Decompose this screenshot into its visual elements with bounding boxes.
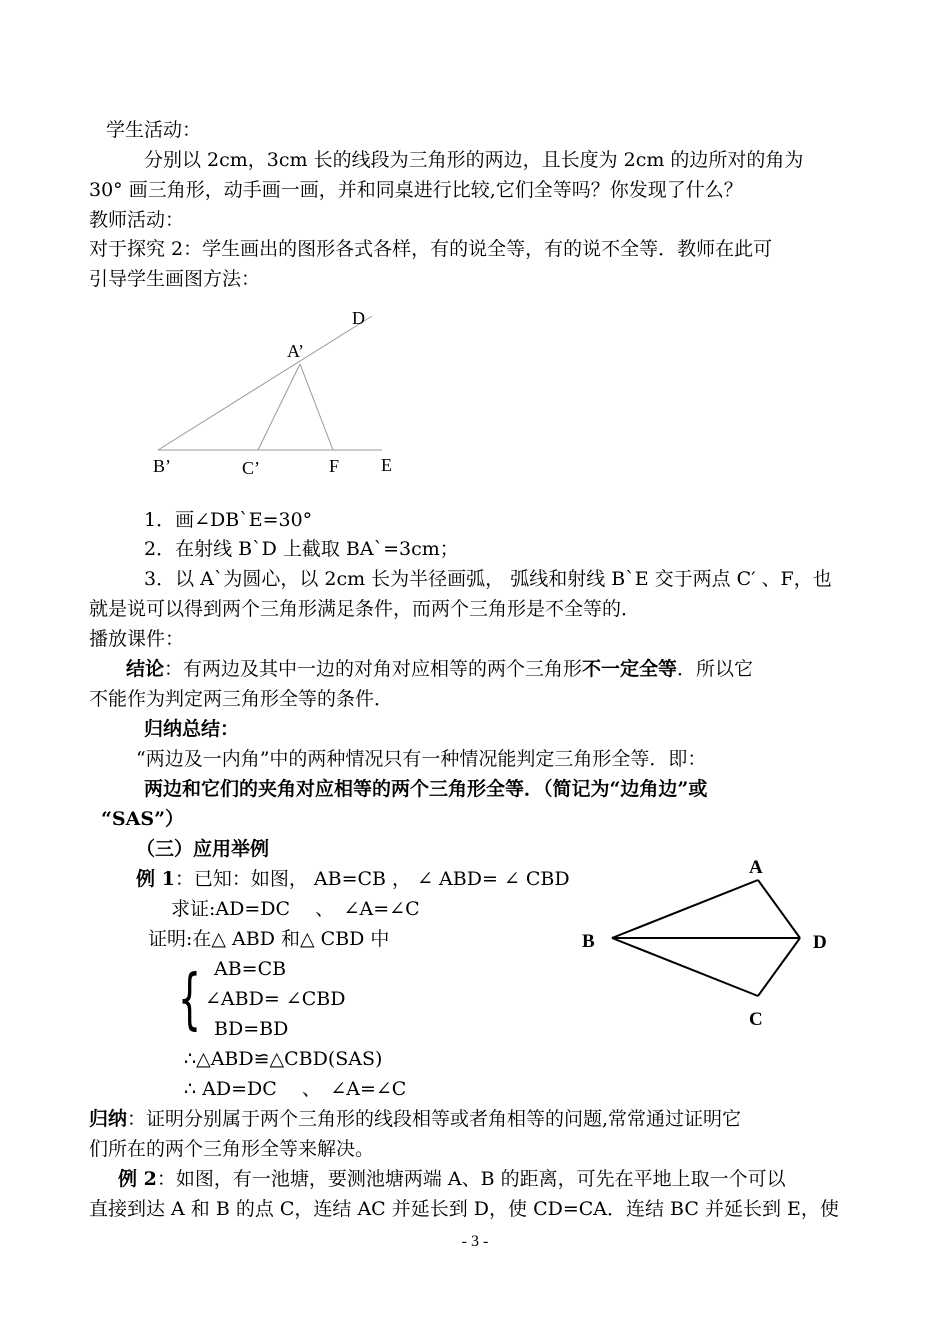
teacher-activity-line2: 引导学生画图方法： — [89, 268, 261, 290]
condition-3: BD=BD — [214, 1018, 289, 1040]
segment-ac — [258, 364, 300, 450]
conclusion-line2: 不能作为判定两三角形全等的条件． — [89, 688, 394, 710]
example1-proof-intro: 证明:在△ ABD 和△ CBD 中 — [148, 928, 390, 950]
segment-af — [300, 364, 333, 450]
ray-bd — [158, 316, 372, 450]
label-b-prime: B’ — [153, 456, 171, 476]
condition-2: ∠ABD= ∠CBD — [205, 988, 346, 1010]
example1-label: 例 1 — [136, 868, 175, 890]
segment-cd — [758, 938, 800, 996]
induction-label: 归纳 — [89, 1108, 128, 1130]
condition-brace: { — [178, 960, 202, 1037]
example2-label: 例 2 — [118, 1168, 157, 1190]
induction-line1 — [89, 1107, 741, 1131]
proof-conclusion-2: ∴ AD=DC 、 ∠A=∠C — [184, 1078, 407, 1100]
segment-bc — [612, 938, 758, 996]
example1-given-text: ：已知：如图， AB=CB ， ∠ ABD= ∠ CBD — [174, 868, 570, 890]
label-d2: D — [813, 932, 827, 953]
student-activity-heading: 学生活动： — [106, 119, 202, 141]
student-task-line2: 30° 画三角形，动手画一画，并和同桌进行比较,它们全等吗？你发现了什么？ — [89, 179, 743, 201]
induction-text: ：证明分别属于两个三角形的线段相等或者角相等的问题,常常通过证明它 — [127, 1108, 742, 1130]
conclusion-text2: ．所以它 — [677, 658, 754, 680]
summary-line1: “两边及一内角”中的两种情况只有一种情况能判定三角形全等．即： — [136, 748, 707, 770]
label-a-prime: A’ — [287, 341, 304, 361]
summary-heading: 归纳总结： — [144, 718, 240, 740]
label-a: A — [749, 857, 763, 878]
conclusion-emphasis: 不一定全等 — [582, 658, 678, 680]
condition-1: AB=CB — [214, 958, 287, 980]
step-1: 1．画∠DB`E=30° — [144, 509, 313, 531]
step-3-line2: 就是说可以得到两个三角形满足条件，而两个三角形是不全等的． — [89, 598, 641, 620]
step-3-line1: 3．以 A`为圆心，以 2cm 长为半径画弧， 弧线和射线 B`E 交于两点 C′ 、F，也 — [144, 568, 832, 590]
segment-ad — [758, 880, 800, 938]
page-number: - 3 - — [461, 1233, 489, 1250]
teacher-activity-heading: 教师活动： — [89, 209, 185, 231]
play-courseware: 播放课件： — [89, 628, 185, 650]
section-title: （三）应用举例 — [136, 838, 270, 860]
example1-prove: 求证:AD=DC 、 ∠A=∠C — [171, 898, 420, 920]
induction-line2: 们所在的两个三角形全等来解决。 — [89, 1138, 375, 1160]
label-d: D — [352, 308, 365, 328]
example2-line1 — [118, 1167, 786, 1191]
label-f: F — [329, 456, 340, 476]
segment-ab — [612, 880, 758, 938]
student-task-line1: 分别以 2cm，3cm 长的线段为三角形的两边，且长度为 2cm 的边所对的角为 — [144, 149, 804, 171]
label-e: E — [381, 455, 392, 475]
conclusion-line1 — [126, 657, 753, 681]
label-c: C — [749, 1009, 763, 1030]
example2-line2: 直接到达 A 和 B 的点 C，连结 AC 并延长到 D，使 CD=CA．连结 BC 并延长到 E，使 — [89, 1198, 839, 1220]
conclusion-label: 结论 — [126, 658, 165, 680]
step-2: 2．在射线 B`D 上截取 BA`=3cm； — [144, 538, 459, 560]
conclusion-text1: ：有两边及其中一边的对角对应相等的两个三角形 — [164, 658, 583, 680]
sas-rule-line1: 两边和它们的夹角对应相等的两个三角形全等．（简记为“边角边”或 — [144, 778, 708, 800]
teacher-activity-line1: 对于探究 2：学生画出的图形各式各样，有的说全等，有的说不全等．教师在此可 — [89, 238, 773, 260]
label-c-prime: C’ — [242, 458, 260, 478]
example1-given — [136, 867, 570, 891]
example2-text: ：如图，有一池塘，要测池塘两端 A、B 的距离，可先在平地上取一个可以 — [156, 1168, 786, 1190]
label-b: B — [582, 931, 595, 952]
proof-conclusion-1: ∴△ABD≌△CBD(SAS) — [184, 1048, 383, 1070]
sas-rule-line2: “SAS”） — [101, 808, 185, 830]
